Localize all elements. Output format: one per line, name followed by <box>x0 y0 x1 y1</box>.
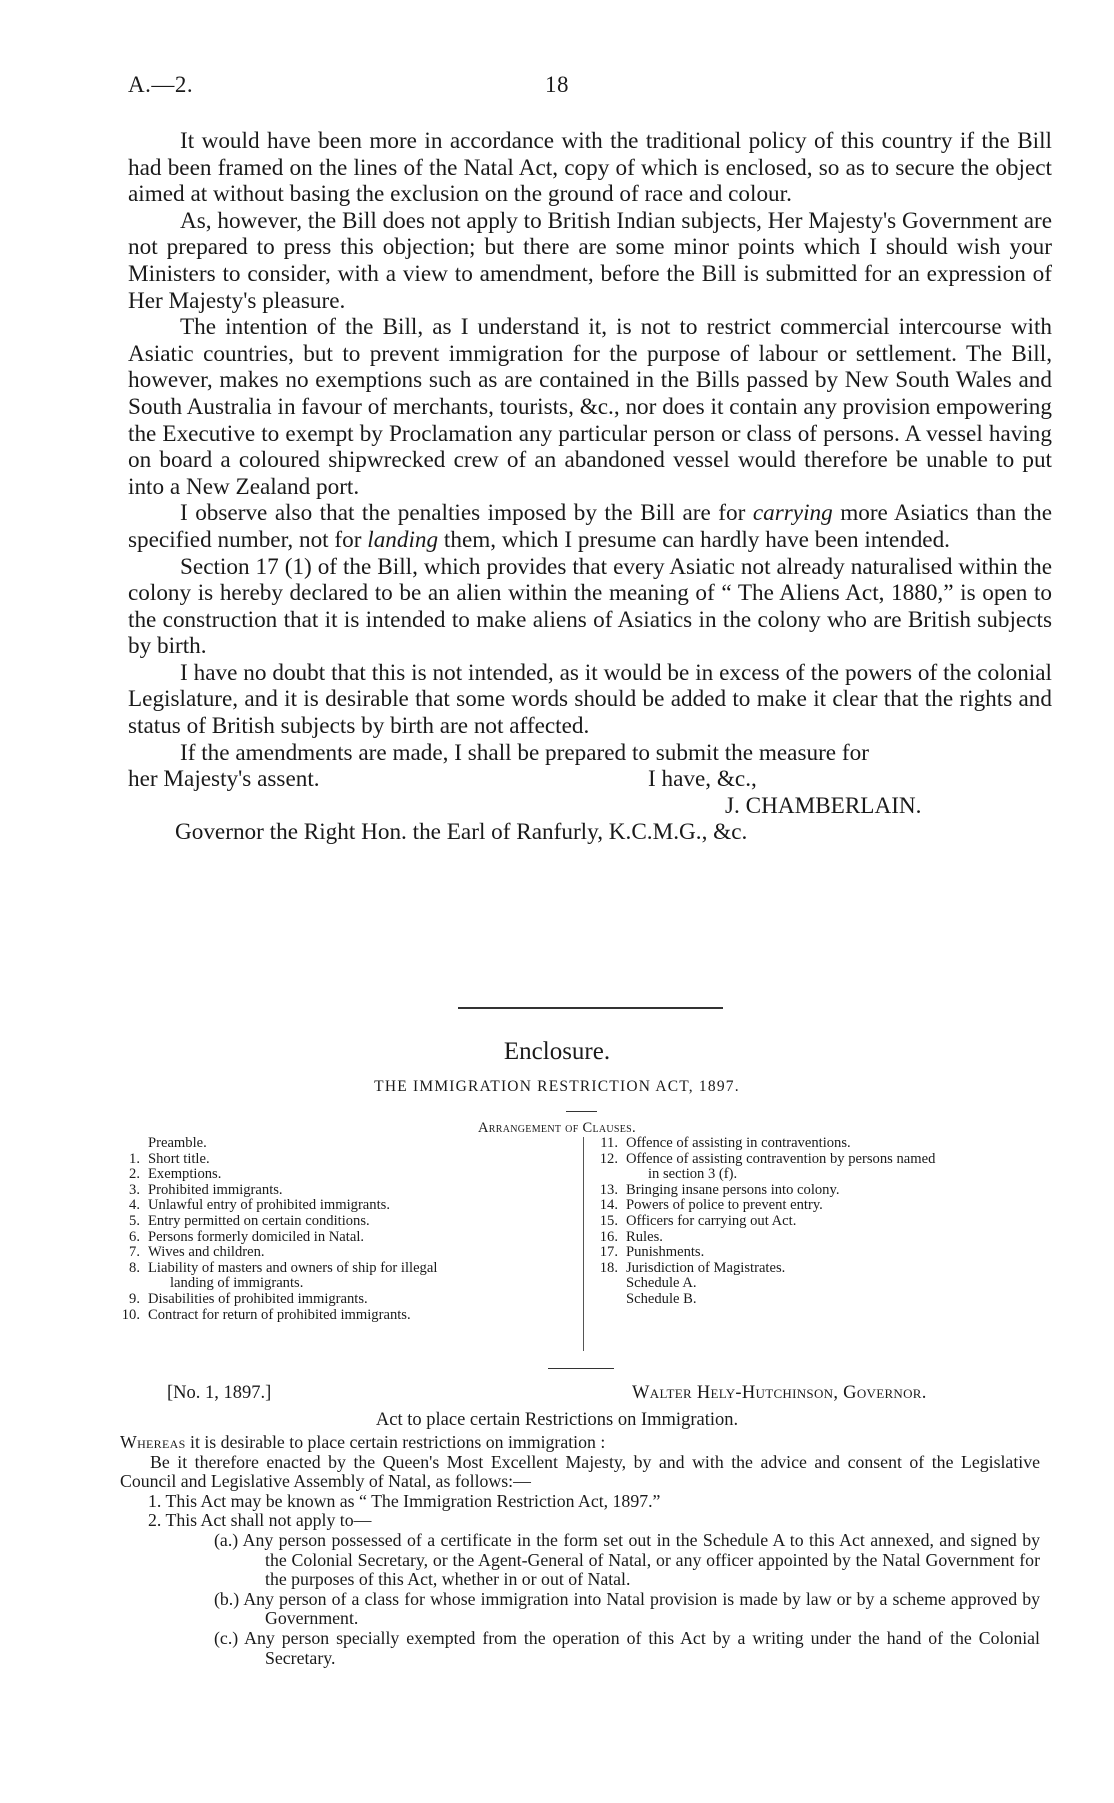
clause-item <box>590 1198 1060 1214</box>
clause-text: Bringing insane persons into colony. <box>626 1181 840 1198</box>
clause-item <box>112 1230 577 1246</box>
clause-number: 5. <box>129 1212 140 1229</box>
clause-item <box>590 1292 1060 1308</box>
letter-body <box>128 128 1052 846</box>
letter-paragraph: I observe also that the penalties imposed by the Bill are for carrying more Asiatics than the specified number, not for landing them, which I presume can hardly have been intended. <box>128 500 1052 553</box>
clause-text: Officers for carrying out Act. <box>626 1212 797 1229</box>
clause-number: 3. <box>129 1181 140 1198</box>
clause-text: Liability of masters and owners of ship for illegal <box>148 1259 438 1276</box>
section-2b: (b.) Any person of a class for whose immigration into Natal provision is made by law or by a scheme approved by Government. <box>214 1588 1040 1629</box>
clause-item <box>590 1230 1060 1246</box>
clause-text: Punishments. <box>626 1244 705 1261</box>
act-title: Act to place certain Restrictions on Immigration. <box>375 1410 739 1430</box>
page-number: 18 <box>545 72 569 97</box>
section-1: 1. This Act may be known as “ The Immigration Restriction Act, 1897.” <box>148 1490 661 1511</box>
enclosure-title: Enclosure. <box>503 1038 611 1065</box>
clause-text: Wives and children. <box>148 1244 265 1261</box>
clause-number: 13. <box>599 1181 618 1198</box>
clause-text: Entry permitted on certain conditions. <box>148 1212 370 1229</box>
clause-number: 12. <box>599 1150 618 1167</box>
clause-continuation: landing of immigrants. <box>170 1275 304 1292</box>
clause-number: 16. <box>599 1228 618 1245</box>
letter-paragraph: It would have been more in accordance with the traditional policy of this country if the Bill had been framed on the lines of the Natal Act, copy of which is enclosed, so as to secure the object aimed at without basing the exclusion on the ground of race and colour. <box>128 128 1052 208</box>
section-2a: (a.) Any person possessed of a certificate in the form set out in the Schedule A to this Act annexed, and signed by the Colonial Secretary, or the Agent-General of Natal, or any officer appointed by the Natal Government for the purposes of this Act, whether in or out of Natal. <box>214 1529 1040 1590</box>
closing: I have, &c., <box>648 766 757 793</box>
clause-number: 8. <box>129 1259 140 1276</box>
act-body <box>120 1433 1040 1668</box>
clause-item <box>112 1214 577 1230</box>
letter-paragraph: Section 17 (1) of the Bill, which provides that every Asiatic not already naturalised within the colony is hereby declared to be an alien within the meaning of “ The Aliens Act, 1880,” is open to the construction that it is intended to make aliens of Asiatics in the colony who are British subjects by birth. <box>128 553 1052 660</box>
clause-number: 2. <box>129 1166 140 1183</box>
enacting-clause: Be it therefore enacted by the Queen's Most Excellent Majesty, by and with the advice and consent of the Legislative Council and Legislative Assembly of Natal, as follows:— <box>120 1451 1040 1492</box>
clause-text: Schedule B. <box>626 1290 697 1307</box>
clause-number: 4. <box>129 1197 140 1214</box>
clause-item <box>590 1245 1060 1261</box>
clause-text: Exemptions. <box>148 1166 222 1183</box>
clause-item <box>590 1136 1060 1152</box>
clause-item <box>112 1152 577 1168</box>
clause-text: Short title. <box>148 1150 210 1167</box>
clause-number: 17. <box>599 1244 618 1261</box>
clause-number: 11. <box>600 1135 618 1151</box>
section-divider <box>458 1007 723 1009</box>
clause-continuation: in section 3 (f). <box>648 1166 738 1183</box>
act-name: THE IMMIGRATION RESTRICTION ACT, 1897. <box>374 1078 740 1095</box>
clause-text: Disabilities of prohibited immigrants. <box>148 1290 368 1307</box>
clause-text: Offence of assisting in contraventions. <box>626 1135 851 1151</box>
clause-number: 15. <box>599 1212 618 1229</box>
clauses-left-column <box>112 1136 577 1323</box>
clause-text: Prohibited immigrants. <box>148 1181 283 1198</box>
clause-text: Jurisdiction of Magistrates. <box>626 1259 786 1276</box>
clause-item <box>112 1292 577 1308</box>
addressee: Governor the Right Hon. the Earl of Ranfurly, K.C.M.G., &c. <box>175 819 748 846</box>
clauses-right-column <box>590 1136 1060 1308</box>
clause-number: 9. <box>129 1290 140 1307</box>
section-2c: (c.) Any person specially exempted from the operation of this Act by a writing under the hand of the Colonial Secretary. <box>214 1627 1040 1668</box>
clause-text: Rules. <box>626 1228 663 1245</box>
act-number: [No. 1, 1897.] <box>167 1383 272 1403</box>
signature: J. CHAMBERLAIN. <box>725 792 922 819</box>
clause-number: 18. <box>599 1259 618 1276</box>
letter-paragraph: If the amendments are made, I shall be prepared to submit the measure for <box>180 739 869 766</box>
assent-line: her Majesty's assent. I have, &c., <box>128 766 757 793</box>
column-divider <box>583 1137 584 1351</box>
letter-paragraph: As, however, the Bill does not apply to British Indian subjects, Her Majesty's Government are not prepared to press this objection; but there are some minor points which I should wish your Ministers to consider, with a view to amendment, before the Bill is submitted for an expression of Her Majesty's pleasure. <box>128 207 1052 314</box>
clause-text: Contract for return of prohibited immigrants. <box>148 1306 411 1323</box>
governor-line: Walter Hely-Hutchinson, Governor. <box>632 1383 927 1403</box>
letter-paragraph: I have no doubt that this is not intended, as it would be in excess of the powers of the colonial Legislature, and it is desirable that some words should be added to make it clear that the rights and status of British subjects by birth are not affected. <box>128 659 1052 740</box>
clause-item <box>112 1183 577 1199</box>
whereas-clause: Whereas it is desirable to place certain restrictions on immigration : <box>120 1432 606 1452</box>
letter-paragraph: The intention of the Bill, as I understand it, is not to restrict commercial intercourse with Asiatic countries, but to prevent immigration for the purpose of labour or settlement. The Bill, however, makes no exemptions such as are contained in the Bills passed by New South Wales and South Australia in favour of merchants, tourists, &c., nor does it contain any provision empowering the Executive to exempt by Proclamation any particular person or class of persons. A vessel having on board a coloured shipwrecked crew of an abandoned vessel would therefore be unable to put into a New Zealand port. <box>128 314 1052 500</box>
clause-item <box>112 1308 577 1324</box>
clause-item <box>590 1152 1060 1183</box>
arrangement-heading: Arrangement of Clauses. <box>478 1120 636 1136</box>
clause-item <box>590 1214 1060 1230</box>
clause-number: 6. <box>129 1228 140 1245</box>
clause-item <box>590 1261 1060 1277</box>
clause-text: Unlawful entry of prohibited immigrants. <box>148 1197 390 1214</box>
clause-number: 1. <box>129 1150 140 1167</box>
clause-number: 7. <box>129 1244 140 1261</box>
clause-item <box>112 1136 577 1152</box>
short-divider <box>566 1111 597 1112</box>
section-2: 2. This Act shall not apply to— <box>148 1510 372 1531</box>
clause-text: Persons formerly domiciled in Natal. <box>148 1228 365 1245</box>
clause-item <box>112 1261 577 1292</box>
clause-text: Powers of police to prevent entry. <box>626 1197 823 1214</box>
clause-item <box>112 1245 577 1261</box>
clause-item <box>590 1183 1060 1199</box>
clause-number: 10. <box>121 1306 140 1323</box>
page-reference: A.—2. <box>128 72 194 97</box>
clause-text: Schedule A. <box>626 1275 697 1292</box>
clause-text: Offence of assisting contravention by persons named <box>626 1150 936 1167</box>
clause-number: 14. <box>599 1197 618 1214</box>
clauses-end-divider <box>548 1368 614 1369</box>
clause-item <box>112 1198 577 1214</box>
clause-text: Preamble. <box>148 1135 207 1151</box>
clause-item <box>590 1276 1060 1292</box>
clause-item <box>112 1167 577 1183</box>
